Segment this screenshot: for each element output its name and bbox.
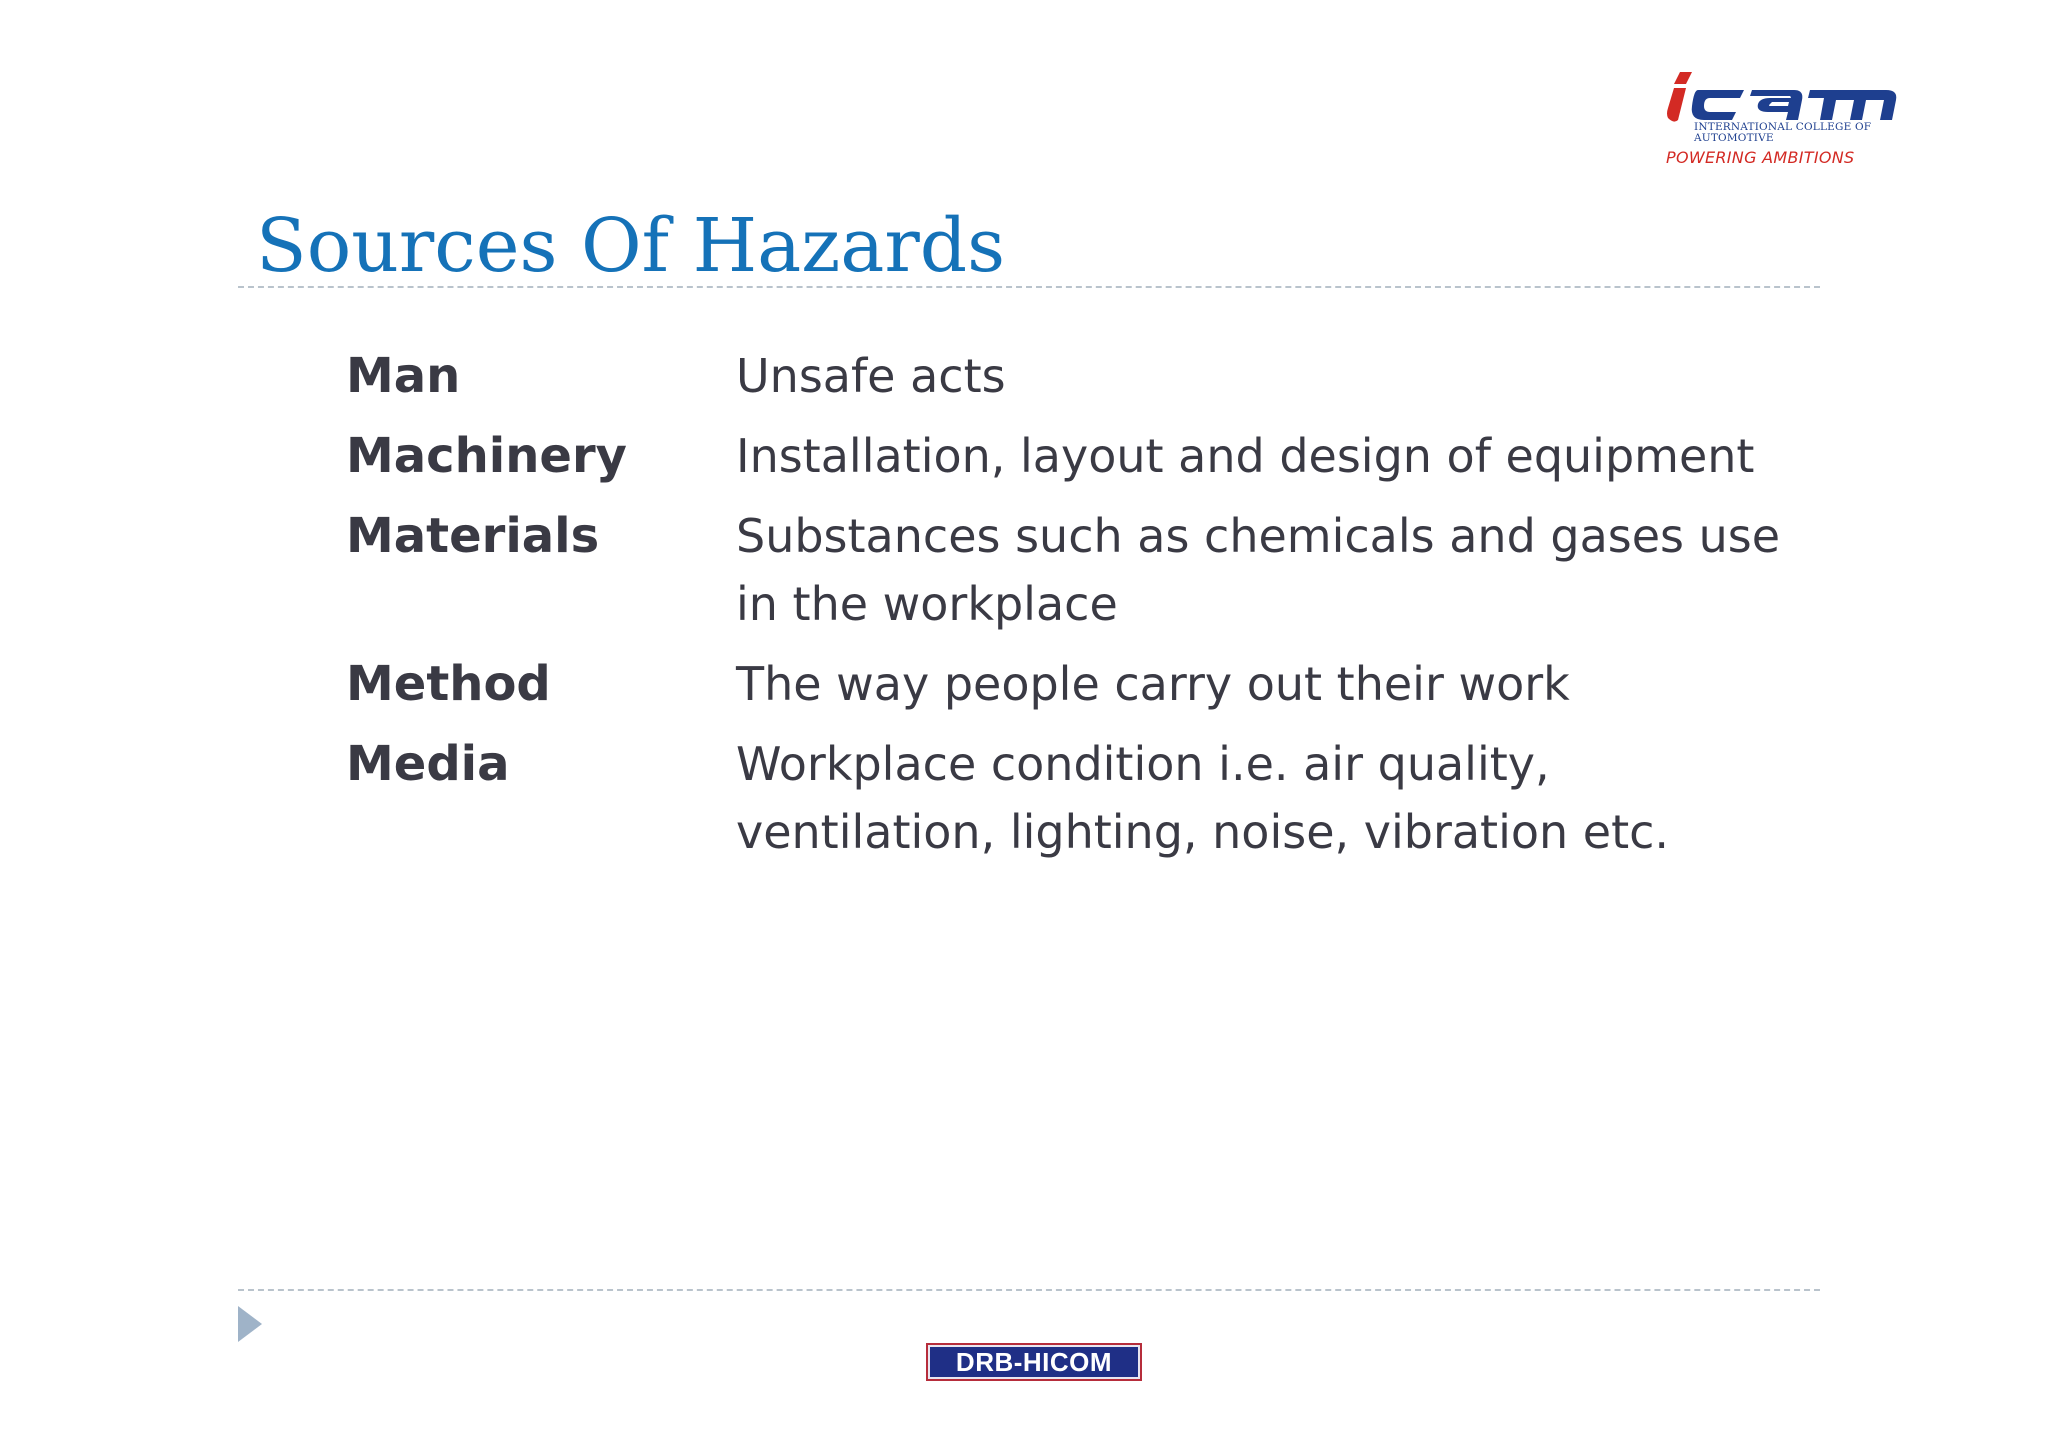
hazard-description: The way people carry out their work xyxy=(736,657,1570,711)
hazard-term: Machinery xyxy=(346,428,627,484)
icam-logo-subtitle xyxy=(1694,122,1871,144)
hazard-term: Method xyxy=(346,656,551,712)
title-divider xyxy=(238,286,1820,288)
list-item xyxy=(346,342,1826,410)
hazard-description: Installation, layout and design of equipment xyxy=(736,429,1755,483)
list-item xyxy=(346,730,1826,866)
hazard-description: Workplace condition i.e. air quality, ventilation, lighting, noise, vibration etc. xyxy=(736,737,1670,859)
list-item xyxy=(346,422,1826,490)
list-item xyxy=(346,650,1826,718)
hazard-sources-list xyxy=(346,342,1826,878)
icam-logo-subtitle-line2: AUTOMOTIVE xyxy=(1694,132,1774,144)
hazard-term: Media xyxy=(346,736,510,792)
hazard-description: Substances such as chemicals and gases use in the workplace xyxy=(736,509,1781,631)
hazard-term: Man xyxy=(346,348,461,404)
icam-logo-tagline: POWERING AMBITIONS xyxy=(1666,148,1855,167)
hazard-term: Materials xyxy=(346,508,600,564)
drb-hicom-badge xyxy=(926,1343,1142,1381)
hazard-description: Unsafe acts xyxy=(736,349,1006,403)
drb-hicom-badge-text: DRB-HICOM xyxy=(955,1346,1113,1377)
list-item xyxy=(346,502,1826,638)
icam-logo-subtitle-line1: INTERNATIONAL COLLEGE OF xyxy=(1694,121,1872,133)
icam-logo xyxy=(1664,68,1900,172)
play-triangle-icon xyxy=(236,1304,264,1344)
footer-divider xyxy=(238,1289,1820,1291)
icam-logo-mark xyxy=(1664,68,1900,124)
slide-title: Sources Of Hazards xyxy=(256,203,1006,289)
